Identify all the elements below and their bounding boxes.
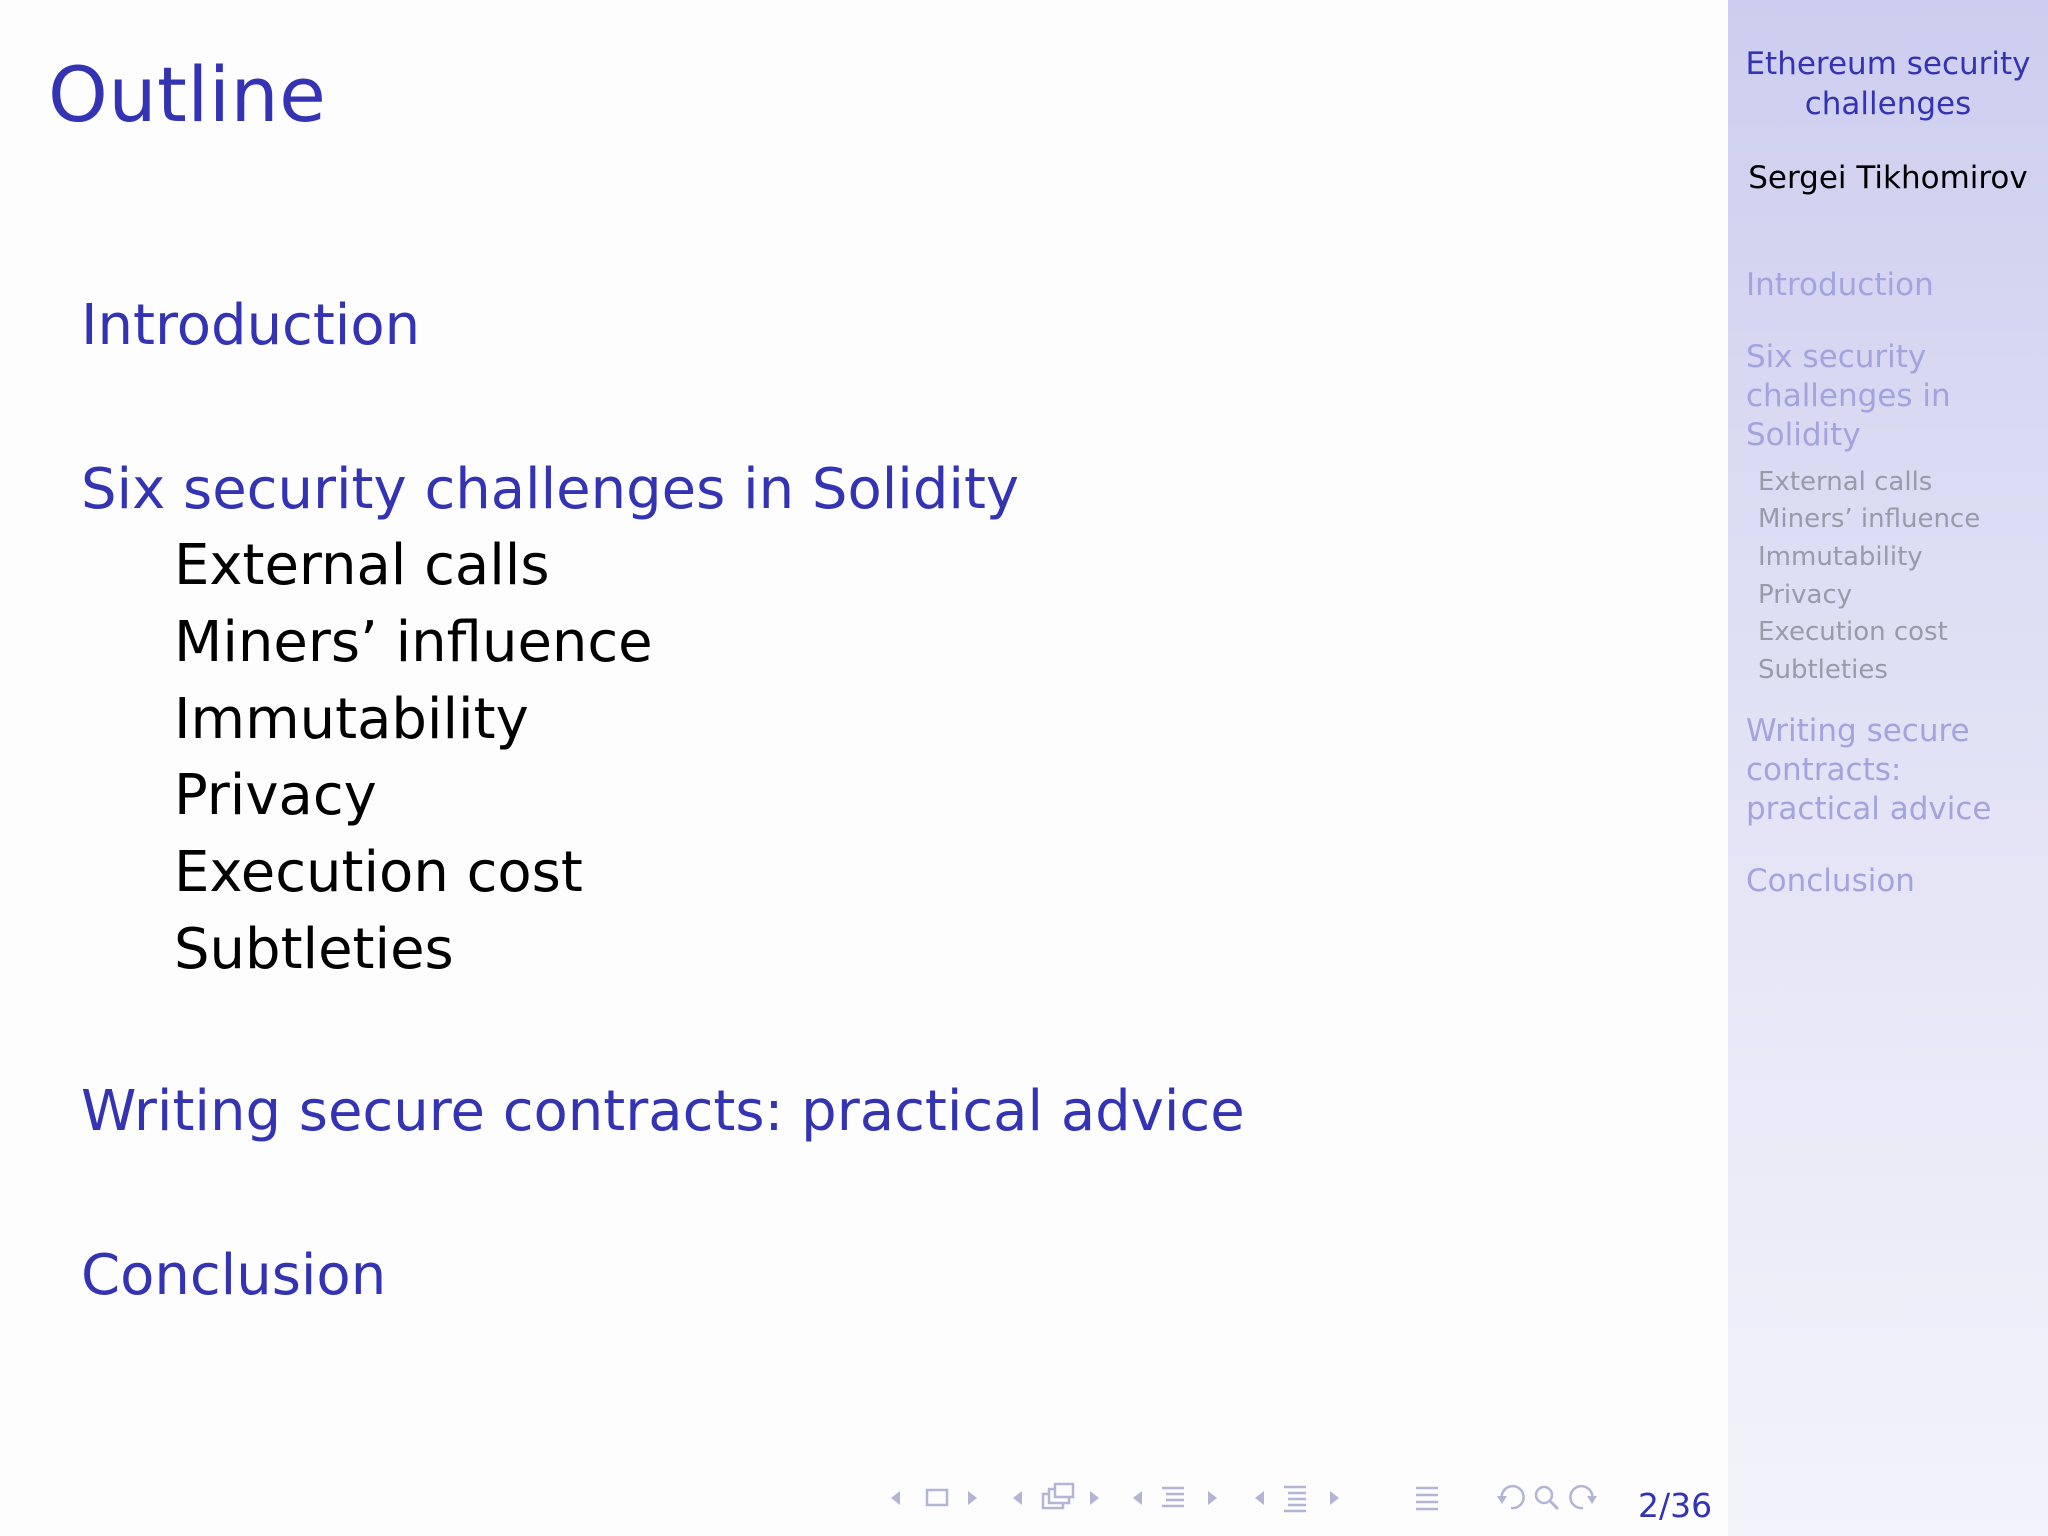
sidebar-section-line: challenges in <box>1746 378 1951 414</box>
sidebar-section-line: Introduction <box>1746 267 1934 303</box>
document-icon[interactable] <box>1280 1478 1310 1518</box>
sidebar-section-line: contracts: <box>1746 752 1902 788</box>
sidebar <box>1728 0 2048 1536</box>
prev-frame-arrow-icon[interactable] <box>888 1478 902 1518</box>
next-subsection-arrow-icon[interactable] <box>1088 1478 1102 1518</box>
search-icon[interactable] <box>1532 1478 1562 1518</box>
sidebar-subsection-miners-influence[interactable]: Miners’ influence <box>1758 504 1981 534</box>
sidebar-title-line: Ethereum security <box>1745 46 2031 82</box>
navigation-bar <box>880 1478 1720 1522</box>
slide-title: Outline <box>48 50 327 139</box>
sidebar-title-line: challenges <box>1804 86 1972 122</box>
sidebar-section-line: Conclusion <box>1746 863 1915 899</box>
sidebar-section-writing-secure[interactable] <box>1746 712 2036 829</box>
outline-subsection-subtleties[interactable]: Subtleties <box>174 917 454 982</box>
forward-icon[interactable] <box>1566 1478 1600 1518</box>
frame-icon[interactable] <box>924 1478 950 1518</box>
outline-subsection-miners-influence[interactable]: Miners’ influence <box>174 610 653 675</box>
sidebar-section-line: Six security <box>1746 339 1927 375</box>
outline-section-introduction[interactable]: Introduction <box>81 293 421 358</box>
section-icon[interactable] <box>1158 1478 1188 1518</box>
outline-section-conclusion[interactable]: Conclusion <box>81 1243 387 1308</box>
page-number: 2/36 <box>1638 1486 1713 1525</box>
outline-section-writing-secure[interactable]: Writing secure contracts: practical advice <box>81 1079 1245 1144</box>
align-icon[interactable] <box>1412 1478 1442 1518</box>
outline-subsection-immutability[interactable]: Immutability <box>174 687 529 752</box>
sidebar-section-introduction[interactable] <box>1746 266 2036 305</box>
sidebar-subsection-subtleties[interactable]: Subtleties <box>1758 655 1888 685</box>
sidebar-section-conclusion[interactable] <box>1746 862 2036 901</box>
next-frame-arrow-icon[interactable] <box>966 1478 980 1518</box>
sidebar-subsection-execution-cost[interactable]: Execution cost <box>1758 617 1948 647</box>
subsection-icon[interactable] <box>1040 1478 1076 1518</box>
sidebar-section-six-challenges[interactable] <box>1746 338 2036 455</box>
sidebar-subsection-privacy[interactable]: Privacy <box>1758 580 1853 610</box>
sidebar-subsection-immutability[interactable]: Immutability <box>1758 542 1923 572</box>
sidebar-author: Sergei Tikhomirov <box>1748 160 2028 196</box>
sidebar-section-line: Solidity <box>1746 417 1861 453</box>
back-icon[interactable] <box>1494 1478 1528 1518</box>
prev-document-arrow-icon[interactable] <box>1252 1478 1266 1518</box>
next-section-arrow-icon[interactable] <box>1206 1478 1220 1518</box>
sidebar-subsection-external-calls[interactable]: External calls <box>1758 467 1933 497</box>
outline-section-six-challenges[interactable]: Six security challenges in Solidity <box>81 457 1020 522</box>
outline-subsection-external-calls[interactable]: External calls <box>174 533 550 598</box>
sidebar-section-line: practical advice <box>1746 791 1992 827</box>
prev-subsection-arrow-icon[interactable] <box>1010 1478 1024 1518</box>
prev-section-arrow-icon[interactable] <box>1130 1478 1144 1518</box>
sidebar-section-line: Writing secure <box>1746 713 1970 749</box>
sidebar-presentation-title[interactable] <box>1728 44 2048 124</box>
outline-subsection-privacy[interactable]: Privacy <box>174 763 377 828</box>
outline-subsection-execution-cost[interactable]: Execution cost <box>174 840 583 905</box>
next-document-arrow-icon[interactable] <box>1328 1478 1342 1518</box>
